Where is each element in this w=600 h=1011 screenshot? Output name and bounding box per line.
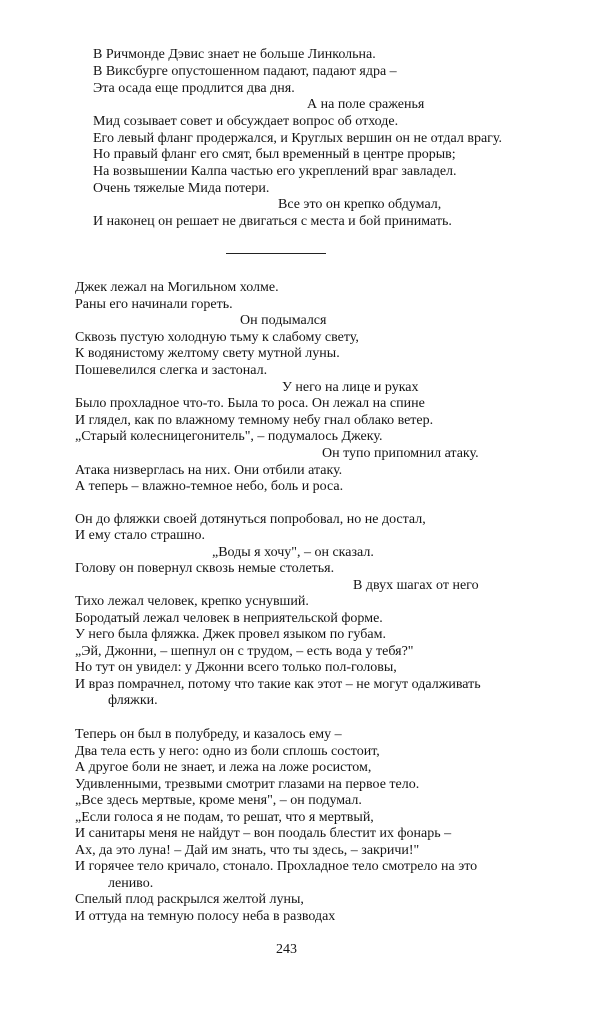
verse-line: Мид созывает совет и обсуждает вопрос об отходе. [93,114,399,129]
verse-line: „Если голоса я не подам, то решат, что я мертвый, [75,809,374,825]
verse-line: А на поле сраженья [307,97,425,112]
verse-line: Два тела есть у него: одно из боли сплошь состоит, [75,743,380,759]
verse-line: Сквозь пустую холодную тьму к слабому свету, [75,330,359,345]
verse-line: Все это он крепко обдумал, [278,197,442,212]
verse-line: На возвышении Калпа частью его укреплений враг завладел. [93,164,457,179]
verse-line: Голову он повернул сквозь немые столетья. [75,561,335,576]
verse-line: Ах, да это луна! – Дай им знать, что ты здесь, – закричи!" [75,842,420,858]
verse-line: лениво. [108,875,154,891]
verse-line: А теперь – влажно-темное небо, боль и роса. [75,479,344,494]
verse-line: Раны его начинали гореть. [75,297,233,312]
verse-line: „Эй, Джонни, – шепнул он с трудом, – есть вода у тебя?" [75,644,414,659]
page-number: 243 [276,942,297,957]
verse-line: В двух шагах от него [353,578,479,593]
verse-line: И ему стало страшно. [75,528,205,543]
verse-line: А другое боли не знает, и лежа на ложе росистом, [75,760,372,775]
verse-line: „Воды я хочу", – он сказал. [212,545,374,560]
verse-line: И оттуда на темную полосу неба в разводах [75,908,336,924]
verse-line: „Старый колесницегонитель", – подумалось Джеку. [75,429,383,444]
verse-line: Эта осада еще продлится два дня. [93,81,295,96]
verse-line: И горячее тело кричало, стонало. Прохладное тело смотрело на это [75,859,478,874]
verse-line: Удивленными, трезвыми смотрит глазами на первое тело. [75,776,420,792]
verse-line: Теперь он был в полубреду, и казалось ему – [75,727,342,742]
verse-line: Спелый плод раскрылся желтой луны, [75,892,304,907]
verse-line: Пошевелился слегка и застонал. [75,363,268,378]
verse-line: И глядел, как по влажному темному небу гнал облако ветер. [75,413,434,428]
verse-line: У него была фляжка. Джек провел языком по губам. [75,627,386,642]
verse-line: Джек лежал на Могильном холме. [75,280,279,295]
verse-line: фляжки. [108,693,158,708]
verse-line: Он до фляжки своей дотянуться попробовал, но не достал, [75,512,426,527]
verse-line: У него на лице и руках [282,380,419,395]
verse-line: Но правый фланг его смят, был временный в центре прорыв; [93,147,456,162]
verse-line: Было прохладное что-то. Была то роса. Он лежал на спине [75,396,425,411]
section-divider [226,253,326,254]
verse-line: Но тут он увидел: у Джонни всего только пол-головы, [75,660,397,675]
verse-line: И наконец он решает не двигаться с места и бой принимать. [93,214,452,229]
verse-line: Бородатый лежал человек в неприятельской форме. [75,611,383,626]
verse-line: Атака низверглась на них. Они отбили атаку. [75,463,343,478]
verse-line: Тихо лежал человек, крепко уснувший. [75,594,309,609]
verse-line: Он тупо припомнил атаку. [322,446,479,461]
verse-line: В Виксбурге опустошенном падают, падают ядра – [93,64,397,79]
verse-line: Его левый фланг продержался, и Круглых вершин он не отдал врагу. [93,131,503,146]
verse-line: „Все здесь мертвые, кроме меня", – он подумал. [75,793,362,808]
verse-line: К водянистому желтому свету мутной луны. [75,346,340,361]
verse-line: И враз помрачнел, потому что такие как этот – не могут одалживать [75,677,481,692]
verse-line: Очень тяжелые Мида потери. [93,181,270,196]
verse-line: Он подымался [240,313,327,328]
verse-line: И санитары меня не найдут – вон поодаль блестит их фонарь – [75,826,452,841]
verse-line: В Ричмонде Дэвис знает не больше Линкольна. [93,47,376,62]
